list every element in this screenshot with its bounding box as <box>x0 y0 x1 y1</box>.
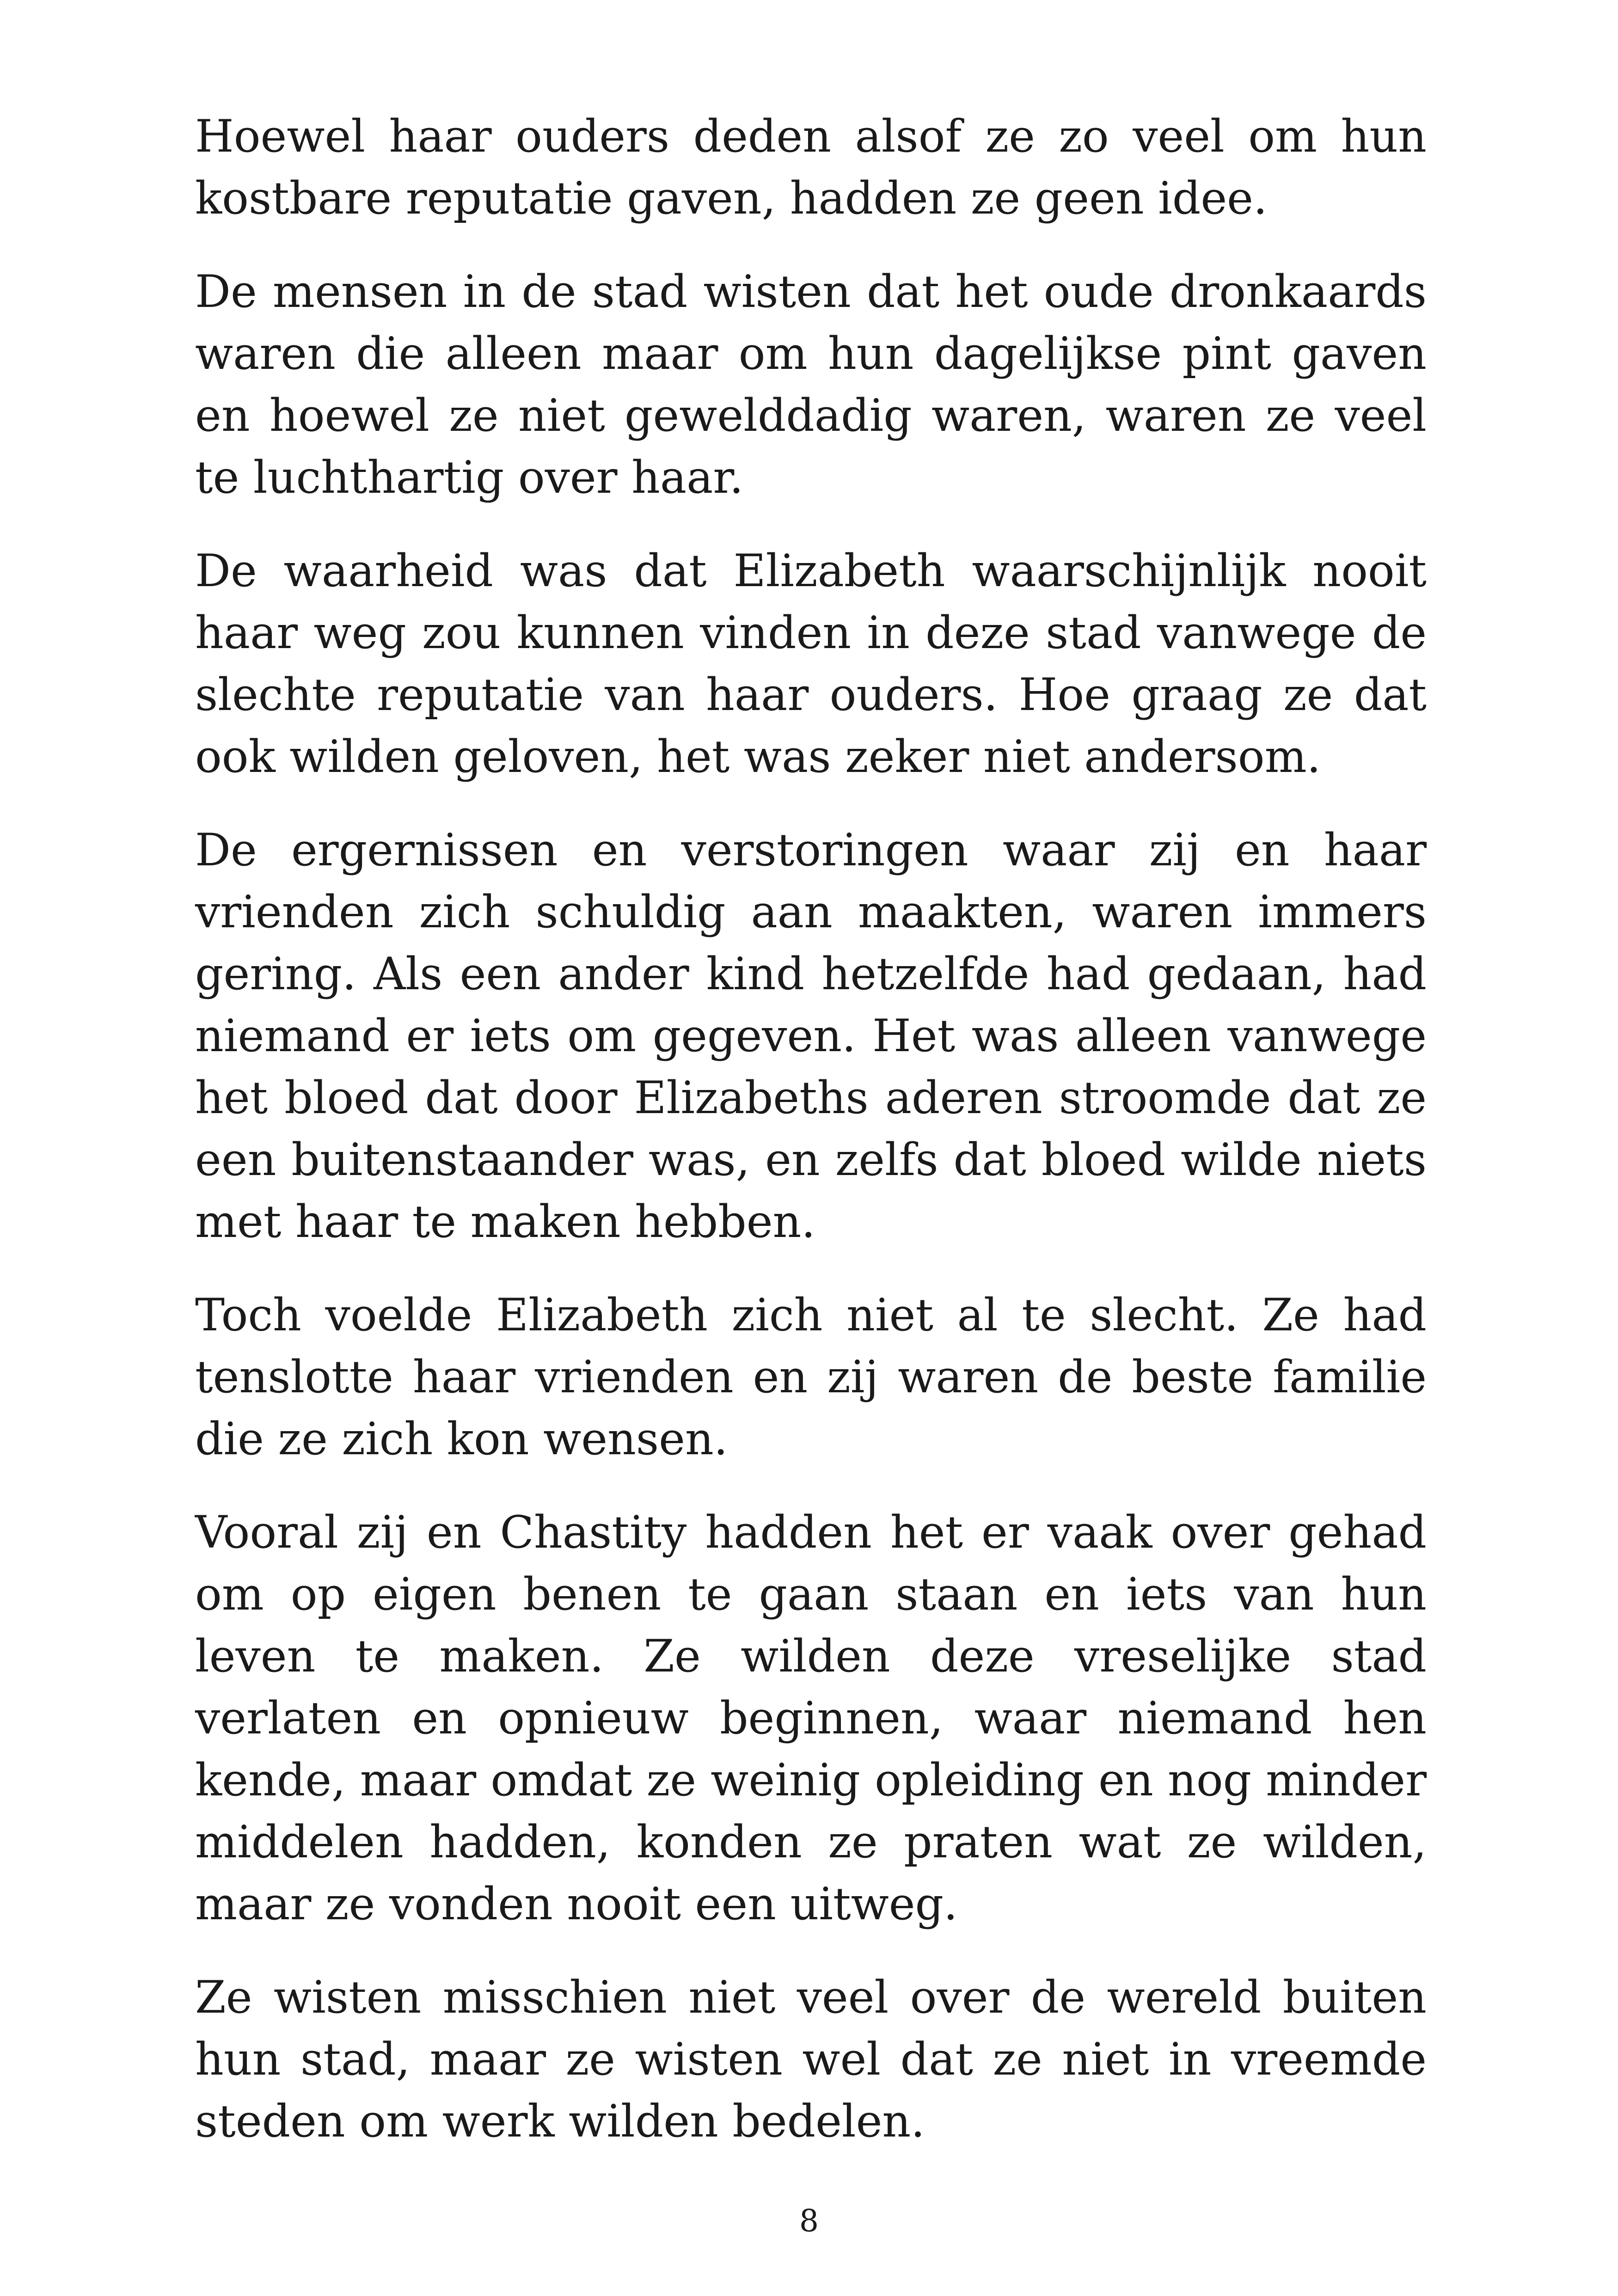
paragraph: De mensen in de stad wisten dat het oude dronkaards waren die alleen maar om hun dagelijkse pint gaven en hoewel ze niet gewelddadig waren, waren ze veel te luchthartig over haar. <box>195 266 1427 503</box>
paragraph: De ergernissen en verstoringen waar zij en haar vrienden zich schuldig aan maakten, waren immers gering. Als een ander kind hetzelfde had gedaan, had niemand er iets om gegeven. Het was alleen vanwege het bloed dat door Elizabeths aderen stroomde dat ze een buitenstaander was, en zelfs dat bloed wilde niets met haar te maken hebben. <box>195 824 1427 1248</box>
paragraph: Ze wisten misschien niet veel over de wereld buiten hun stad, maar ze wisten wel dat ze niet in vreemde steden om werk wilden bedelen. <box>195 1971 1427 2147</box>
paragraph: Hoewel haar ouders deden alsof ze zo veel om hun kostbare reputatie gaven, hadden ze geen idee. <box>195 110 1427 224</box>
paragraph: Vooral zij en Chastity hadden het er vaak over gehad om op eigen benen te gaan staan en iets van hun leven te maken. Ze wilden deze vreselijke stad verlaten en opnieuw beginnen, waar niemand hen kende, maar omdat ze weinig opleiding en nog minder middelen hadden, konden ze praten wat ze wilden, maar ze vonden nooit een uitweg. <box>195 1506 1427 1930</box>
page-number: 8 <box>799 2203 819 2239</box>
paragraph: Toch voelde Elizabeth zich niet al te slecht. Ze had tenslotte haar vrienden en zij waren de beste familie die ze zich kon wensen. <box>195 1289 1427 1465</box>
paragraph: De waarheid was dat Elizabeth waarschijnlijk nooit haar weg zou kunnen vinden in deze stad vanwege de slechte reputatie van haar ouders. Hoe graag ze dat ook wilden geloven, het was zeker niet andersom. <box>195 545 1427 783</box>
body-text <box>195 105 1427 2152</box>
